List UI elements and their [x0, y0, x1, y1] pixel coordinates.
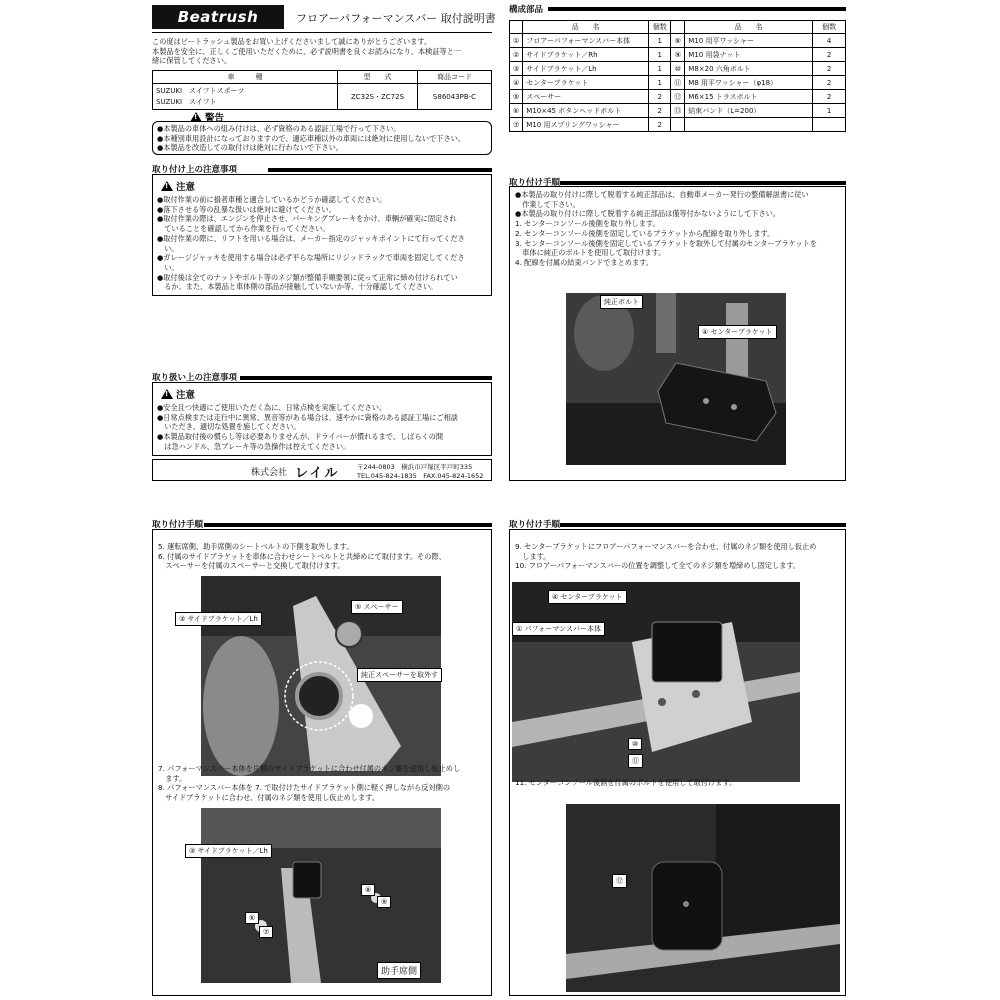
- step-line: サイドブラケットに合わせ、付属のネジ類を使用し仮止めします。: [158, 793, 379, 803]
- step-line: します。: [515, 551, 551, 561]
- brand-logo: Beatrush: [177, 8, 259, 26]
- photo-console-install: [566, 804, 840, 992]
- part-qty: 4: [813, 34, 846, 48]
- procedure-2-box: [152, 529, 492, 996]
- label-part-11: ⑪: [628, 754, 643, 768]
- parts-table: [509, 20, 846, 132]
- part-qty: 2: [813, 76, 846, 90]
- part-qty: 2: [649, 90, 671, 104]
- part-number: ⑤: [510, 90, 523, 104]
- table-row: [510, 76, 846, 90]
- warning-title: 警告: [205, 113, 225, 124]
- step-line: ●本製品の取り付けに際して脱着する純正部品は、自動車メーカー発行の整備解説書に従い: [515, 190, 809, 199]
- part-name: M10×45 ボタンヘッドボルト: [523, 104, 649, 118]
- note-line: ●ガレージジャッキを使用する場合は必ず平らな場所にリジッドラックで車両を固定してくださ: [157, 253, 465, 263]
- note-line: ●日常点検または走行中に異常、異音等がある場合は、速やかに資格のある認証工場にご相談: [157, 412, 458, 422]
- caution-title: 注意: [176, 182, 196, 193]
- table-row: [510, 62, 846, 76]
- part-qty: 1: [813, 104, 846, 118]
- procedure-heading: 取り付け手順: [509, 520, 561, 530]
- part-qty: 1: [649, 62, 671, 76]
- part-number: ④: [510, 76, 523, 90]
- photo-bar-side-mount: [189, 808, 441, 983]
- label-spacer: ⑤ スペーサー: [351, 600, 403, 614]
- part-name: フロアーパフォーマンスバー本体: [523, 34, 649, 48]
- step-line: 2. センターコンソール後側を固定しているブラケットから配線を取り外します。: [515, 228, 775, 238]
- step-line: 5. 運転席側、助手席側のシートベルトの下側を取外します。: [158, 542, 354, 551]
- company-prefix: 株式会社: [251, 468, 288, 478]
- company-box: [152, 459, 492, 481]
- header-cell: 品 名: [523, 21, 649, 34]
- header-cell: 車 種: [153, 71, 338, 84]
- header-cell: 個数: [649, 21, 671, 34]
- step-line: 8. パフォーマンスバー本体を 7. で取付けたサイドブラケット側に軽く押しながら反対側の: [158, 783, 451, 793]
- part-name: M10 用袋ナット: [685, 48, 813, 62]
- step-line: 10. フロアーパフォーマンスバーの位置を調整して全てのネジ類を増締めし固定します。: [515, 561, 801, 571]
- caution-title: 注意: [176, 390, 196, 401]
- label-part-10: ⑩: [628, 738, 642, 750]
- section-bar: [268, 168, 492, 172]
- step-line: 1. センターコンソール後側を取り外します。: [515, 219, 660, 229]
- install-notes-text: [157, 195, 487, 292]
- part-qty: 1: [649, 48, 671, 62]
- parts-table-body: [510, 34, 846, 132]
- part-number: ⑪: [671, 76, 685, 90]
- company-address: 〒244-0803 横浜市戸塚区平戸町335: [357, 463, 473, 471]
- part-name: サイドブラケット／Lh: [523, 62, 649, 76]
- warning-line: ●本種別車用設計になっておりますので、適応車種以外の車両には絶対に使用しないで下さい。: [157, 133, 466, 143]
- part-name: M6×15 トラスボルト: [685, 90, 813, 104]
- part-name: M10 用スプリングワッシャー: [523, 118, 649, 132]
- procedure-3-box: [509, 529, 846, 996]
- step-line: 11. センターコンソール後側を付属のボルトを使用して取付けます。: [515, 778, 737, 787]
- note-line: い。: [157, 263, 179, 273]
- caution-icon: [161, 389, 173, 399]
- photo-bar-center-mount-illustration: [512, 582, 800, 782]
- part-qty: 2: [813, 48, 846, 62]
- note-line: るか、また、本製品と車体側の部品が接触していないか等、十分確認してください。: [157, 282, 438, 292]
- note-line: ●取付作業の際は、エンジンを停止させ、パーキングブレーキをかけ、車輌が確実に固定され: [157, 214, 457, 224]
- part-name: サイドブラケット／Rh: [523, 48, 649, 62]
- model-code: ZC32S・ZC72S: [338, 84, 418, 110]
- step-line: 4. 配線を付属の結束バンドでまとめます。: [515, 258, 653, 268]
- note-line: ていることを確認してから作業を行ってください。: [157, 224, 330, 234]
- table-row: [510, 34, 846, 48]
- part-number: ③: [510, 62, 523, 76]
- caution-heading: [161, 387, 487, 401]
- brand-logo-box: [152, 5, 284, 29]
- label-part-8: ⑧: [361, 884, 375, 896]
- warning-line: ●本製品を改造しての取付けは絶対に行わないで下さい。: [157, 143, 343, 153]
- warning-box: [152, 121, 492, 155]
- note-line: いただき、適切な処置を施してください。: [157, 422, 301, 432]
- part-number: ⑫: [671, 90, 685, 104]
- vehicle-model: SUZUKI スイフトスポーツ: [156, 87, 245, 95]
- company-name: レイル: [295, 466, 340, 481]
- caution-icon: [161, 181, 173, 191]
- part-number: [671, 118, 685, 132]
- note-line: ●取付作業の前に損者車種と適合しているかどうか確認してください。: [157, 195, 387, 204]
- part-name: M8 用平ワッシャー（φ18）: [685, 76, 813, 90]
- part-qty: 2: [813, 62, 846, 76]
- step-line: 7. パフォーマンスバー本体を片側のサイドブラケットに合わせ付属のネジ類を使用し仮止めし: [158, 764, 461, 773]
- part-qty: 1: [649, 34, 671, 48]
- table-row: [510, 48, 846, 62]
- step-line: 作業して下さい。: [515, 199, 580, 209]
- intro-text: [152, 37, 461, 66]
- intro-line: この度はビートラッシュ製品をお買い上げくださいまして誠にありがとうございます。: [152, 37, 432, 46]
- label-side-bracket: ③ サイドブラケット／Lh: [175, 612, 262, 626]
- label-part-12: ⑫: [612, 874, 627, 888]
- vehicle-model: SUZUKI スイフト: [156, 97, 217, 106]
- part-number: ⑩: [671, 62, 685, 76]
- note-line: い。: [157, 243, 179, 253]
- part-name: スペーサー: [523, 90, 649, 104]
- section-bar: [560, 181, 846, 185]
- procedure-2-text-lower: [158, 764, 460, 803]
- part-name: [685, 118, 813, 132]
- note-line: ●本製品取付後の慣らし等は必要ありませんが、ドライバーが慣れるまで、しばらくの間: [157, 432, 444, 442]
- part-qty: 2: [649, 104, 671, 118]
- procedure-2-text: [158, 542, 446, 571]
- part-name: M10 用平ワッシャー: [685, 34, 813, 48]
- step-line: ●本製品の取り付けに際して脱着する純正部品は僅等付かないようにして下さい。: [515, 209, 781, 219]
- procedure-heading: 取り付け手順: [509, 178, 561, 188]
- company-tel: TEL.045-824-1835 FAX.045-824-1652: [357, 472, 484, 480]
- intro-line: 本製品を安全に、正しくご使用いただくために、必ず説明書を良くお読みになり、本検証等と一: [152, 46, 462, 56]
- part-qty: 2: [813, 90, 846, 104]
- step-line: 車体に純正のボルトを使用して取付けます。: [515, 248, 666, 258]
- parts-heading: 構成部品: [509, 5, 544, 15]
- label-center-bracket: ④ センターブラケット: [698, 325, 777, 339]
- header-cell: 品 名: [685, 21, 813, 34]
- handling-notes-box: [152, 382, 492, 456]
- section-bar: [204, 523, 492, 527]
- vehicle-table-header: [153, 71, 492, 84]
- label-side-bracket: ③ サイドブラケット／Lh: [185, 844, 272, 858]
- note-line: ●取付作業の際に、リフトを用いる場合は、メーカー指定のジャッキポイントにて行ってくださ: [157, 233, 465, 243]
- product-code: S86043PB-C: [418, 84, 492, 110]
- photo-console-install-illustration: [566, 804, 840, 992]
- part-name: 結束バンド（L=200）: [685, 104, 813, 118]
- table-row: [153, 84, 492, 110]
- part-qty: [813, 118, 846, 132]
- part-number: ⑬: [671, 104, 685, 118]
- note-line: ●取付後は全てのナットやボルト等のネジ類が整備手順要領に従って正常に締め付けられてい: [157, 272, 458, 282]
- note-line: ●落下させる等の乱暴な扱いは絶対に避けてください。: [157, 204, 336, 214]
- part-qty: 2: [649, 118, 671, 132]
- table-row: [510, 104, 846, 118]
- part-number: ⑥: [510, 104, 523, 118]
- section-bar: [560, 523, 846, 527]
- header-cell: 型 式: [338, 71, 418, 84]
- vehicle-models: [153, 84, 338, 110]
- title-underline: [152, 32, 492, 33]
- part-name: M8×20 六角ボルト: [685, 62, 813, 76]
- label-part-6: ⑥: [245, 912, 259, 924]
- label-performance-bar: ① パフォーマンスバー本体: [512, 622, 605, 636]
- procedure-3-text: [515, 542, 816, 571]
- label-passenger-side: 助手席側: [377, 962, 421, 979]
- label-remove-stock-spacer: 純正スペーサーを取外す: [357, 668, 442, 682]
- intro-line: 緒に保管してください。: [152, 56, 232, 66]
- step-line: 3. センターコンソール後側を固定しているブラケットを取外して付属のセンターブラケットを: [515, 238, 818, 248]
- part-qty: 1: [649, 76, 671, 90]
- step-line: 6. 付属のサイドブラケットを車体に合わせシートベルトと共締めにて取付ます。その際、: [158, 551, 446, 561]
- label-part-9: ⑨: [377, 896, 391, 908]
- label-center-bracket: ④ センターブラケット: [548, 590, 627, 604]
- caution-heading: [161, 179, 487, 193]
- handling-notes-heading: 取り扱い上の注意事項: [152, 373, 238, 383]
- part-number: ①: [510, 34, 523, 48]
- photo-side-bracket: [179, 576, 441, 776]
- header-cell: [671, 21, 685, 34]
- parts-table-header: [510, 21, 846, 34]
- section-bar: [548, 7, 846, 11]
- header-cell: 個数: [813, 21, 846, 34]
- procedure-heading: 取り付け手順: [152, 520, 204, 530]
- photo-bar-center-mount: [512, 582, 800, 782]
- step-line: 9. センターブラケットにフロアーパフォーマンスバーを合わせ、付属のネジ類を使用し仮止め: [515, 542, 817, 551]
- handling-notes-text: [157, 403, 487, 452]
- part-number: ⑦: [510, 118, 523, 132]
- install-notes-box: [152, 174, 492, 296]
- table-row: [510, 118, 846, 132]
- procedure-1-box: [509, 186, 846, 481]
- label-part-7: ⑦: [259, 926, 273, 938]
- photo-center-bracket-illustration: [566, 293, 786, 465]
- install-notes-heading: 取り付け上の注意事項: [152, 165, 238, 175]
- procedure-1-text: [515, 190, 817, 268]
- section-bar: [240, 376, 492, 380]
- photo-bar-side-mount-illustration: [201, 808, 441, 983]
- photo-center-bracket: [566, 293, 786, 465]
- procedure-3-text-lower: [515, 778, 736, 788]
- warning-line: ●本製品の車体への組み付けは、必ず資格のある認証工場で行って下さい。: [157, 124, 401, 133]
- part-number: ⑨: [671, 48, 685, 62]
- note-line: ●安全且つ快適にご使用いただく為に、日常点検を実施してください。: [157, 403, 387, 412]
- part-number: ②: [510, 48, 523, 62]
- step-line: ます。: [158, 773, 187, 783]
- header-cell: [510, 21, 523, 34]
- part-name: センターブラケット: [523, 76, 649, 90]
- table-row: [510, 90, 846, 104]
- label-stock-bolt: 純正ボルト: [600, 295, 643, 309]
- header-cell: 商品コード: [418, 71, 492, 84]
- part-number: ⑧: [671, 34, 685, 48]
- document-title: フロアーパフォーマンスバー 取付説明書: [296, 12, 496, 25]
- vehicle-table: [152, 70, 492, 110]
- step-line: スペーサーを付属のスペーサーと交換して取付けます。: [158, 561, 345, 571]
- note-line: は急ハンドル、急ブレーキ等の急操作は控えてください。: [157, 441, 351, 451]
